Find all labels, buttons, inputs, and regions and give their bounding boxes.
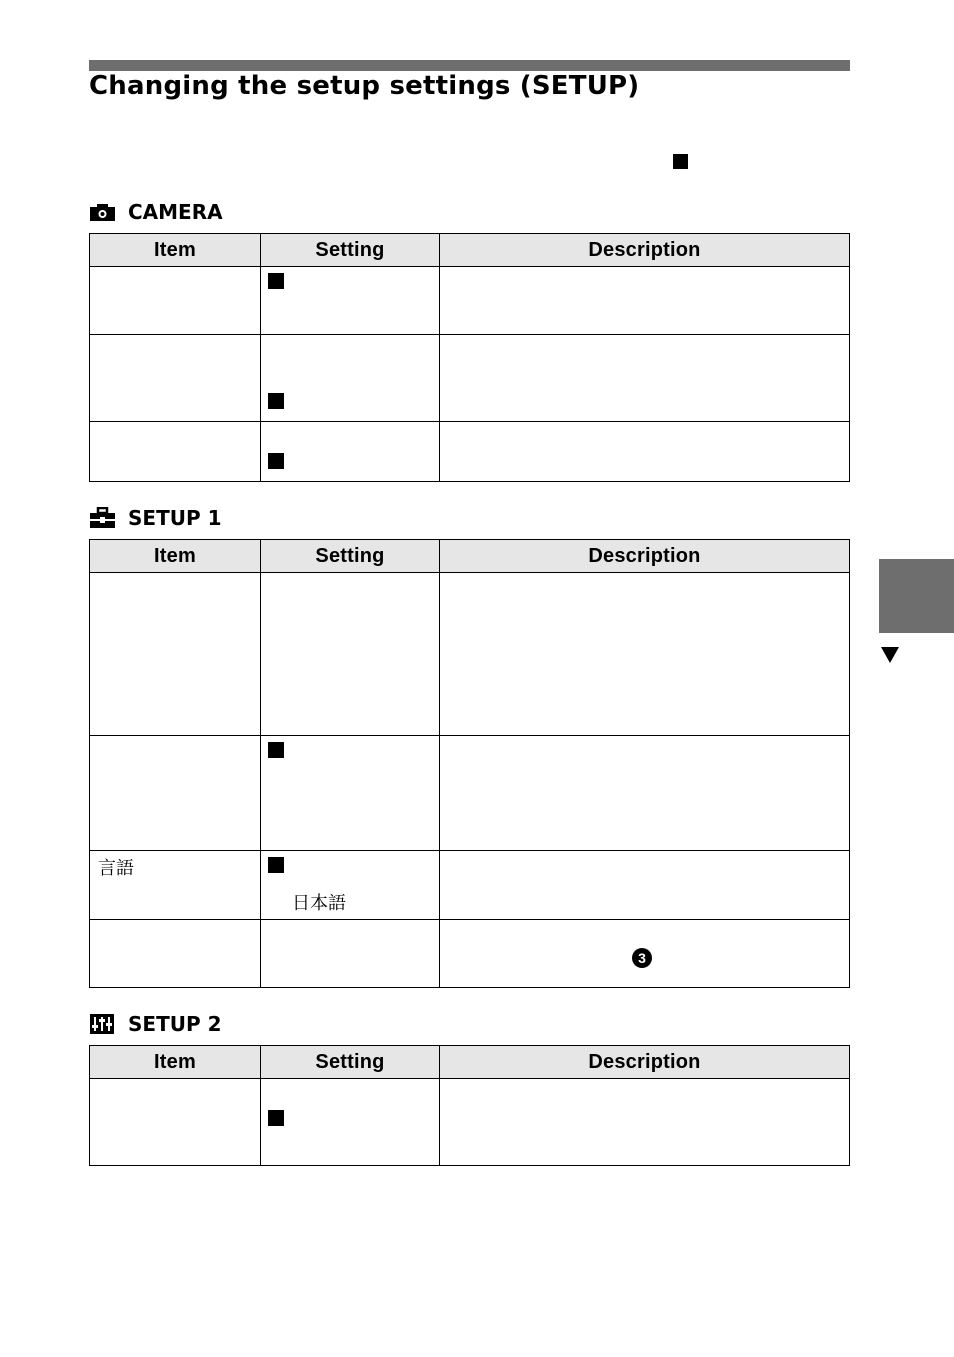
default-setting-marker (673, 154, 688, 169)
description-cell (440, 851, 850, 920)
item-cell (90, 1079, 261, 1166)
table-row (90, 573, 850, 736)
item-cell (90, 573, 261, 736)
item-column-header: Item (90, 540, 261, 573)
camera-section-heading (89, 199, 223, 225)
table-row (90, 1079, 850, 1166)
language-item-label: 言語 (98, 858, 134, 878)
table-header-row (90, 1046, 850, 1079)
setting-column-header: Setting (261, 234, 440, 267)
sliders-icon (89, 1013, 119, 1035)
default-setting-marker (268, 857, 284, 873)
setting-cell (261, 422, 440, 482)
item-column-header: Item (90, 1046, 261, 1079)
item-cell (90, 920, 261, 988)
table-row (90, 335, 850, 422)
description-cell (440, 736, 850, 851)
table-row (90, 736, 850, 851)
table-header-row (90, 540, 850, 573)
down-triangle-icon[interactable] (880, 646, 900, 664)
setup1-section-title: SETUP 1 (128, 506, 222, 530)
table-row (90, 851, 850, 920)
title-rule (89, 60, 850, 71)
setting-column-header: Setting (261, 540, 440, 573)
item-cell (90, 736, 261, 851)
setting-cell (261, 1079, 440, 1166)
description-column-header: Description (440, 1046, 850, 1079)
setting-cell (261, 736, 440, 851)
description-column-header: Description (440, 540, 850, 573)
default-setting-marker (268, 453, 284, 469)
setting-column-header: Setting (261, 1046, 440, 1079)
step-number-icon (631, 947, 653, 969)
setup2-settings-table (89, 1045, 850, 1166)
description-cell (440, 1079, 850, 1166)
camera-icon (89, 201, 119, 223)
page-title: Changing the setup settings (SETUP) (89, 71, 640, 101)
item-cell (90, 335, 261, 422)
table-row (90, 920, 850, 988)
item-cell (90, 267, 261, 335)
default-setting-marker (268, 1110, 284, 1126)
camera-settings-table (89, 233, 850, 482)
description-cell (440, 335, 850, 422)
setup2-section-heading (89, 1011, 222, 1037)
description-cell (440, 920, 850, 988)
step-number-text: 3 (638, 950, 646, 966)
default-setting-marker (268, 393, 284, 409)
table-row (90, 267, 850, 335)
setting-cell (261, 573, 440, 736)
description-column-header: Description (440, 234, 850, 267)
setup2-section-title: SETUP 2 (128, 1012, 222, 1036)
setting-cell (261, 335, 440, 422)
camera-section-title: CAMERA (128, 200, 223, 224)
description-cell (440, 422, 850, 482)
description-cell (440, 573, 850, 736)
default-setting-marker (268, 273, 284, 289)
item-cell (90, 851, 261, 920)
default-setting-marker (268, 742, 284, 758)
chapter-index-tab[interactable] (879, 559, 954, 633)
setup1-settings-table (89, 539, 850, 988)
toolbox-icon (89, 507, 119, 529)
item-column-header: Item (90, 234, 261, 267)
setting-cell (261, 267, 440, 335)
setup1-section-heading (89, 505, 222, 531)
table-row (90, 422, 850, 482)
description-cell (440, 267, 850, 335)
table-header-row (90, 234, 850, 267)
setting-cell (261, 920, 440, 988)
setting-cell (261, 851, 440, 920)
language-option-japanese: 日本語 (292, 893, 346, 913)
item-cell (90, 422, 261, 482)
